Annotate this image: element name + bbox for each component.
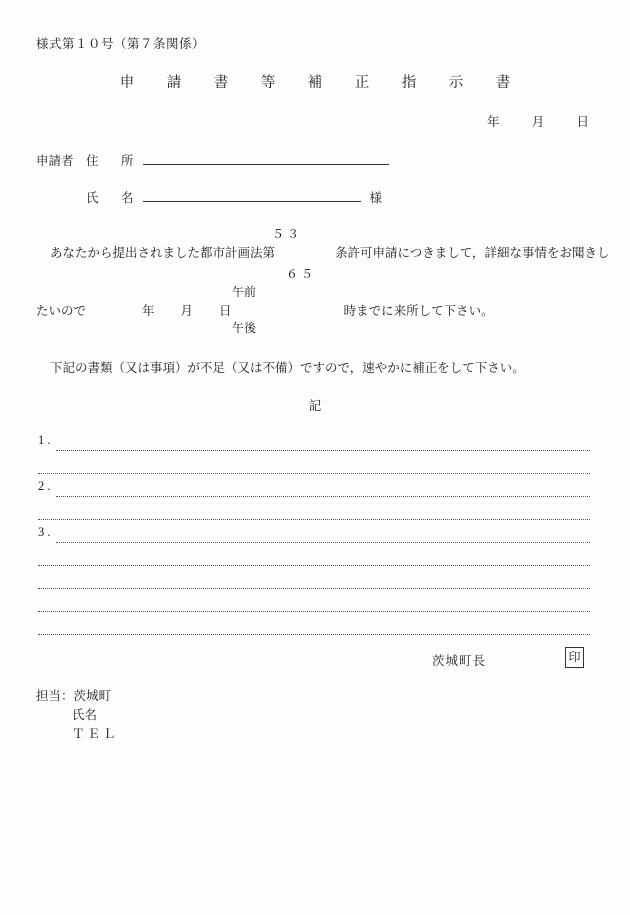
date-month-label: 月 (531, 115, 545, 129)
address-input[interactable] (143, 151, 389, 165)
entry-line-rule[interactable] (38, 611, 590, 612)
entry-line-row[interactable] (38, 524, 590, 547)
entry-line-rule[interactable] (38, 634, 590, 635)
applicant-name-row (84, 188, 382, 206)
form-code-label: 様式第１０号（第７条関係） (36, 37, 206, 51)
visit-day-label: 日 (219, 304, 232, 318)
entry-line-number: 2 . (38, 479, 51, 493)
name-label: 氏 名 (86, 191, 139, 205)
hour-number-annotation: ６５ (286, 267, 317, 281)
entry-line-rule[interactable] (38, 473, 590, 474)
contact-name-row (36, 706, 119, 725)
paragraph2-start-text: たいので (36, 304, 87, 318)
name-input[interactable] (143, 188, 361, 202)
entry-lines-area (38, 432, 590, 639)
entry-line-row[interactable] (38, 547, 590, 570)
entry-line-rule[interactable] (38, 519, 590, 520)
pm-label[interactable]: 午後 (232, 321, 257, 335)
date-day-label: 日 (576, 115, 590, 129)
entry-line-row[interactable] (38, 455, 590, 478)
page-title: 申 請 書 等 補 正 指 示 書 (119, 75, 520, 91)
entry-line-rule[interactable] (38, 565, 590, 566)
entry-line-rule[interactable] (56, 450, 590, 451)
entry-line-row[interactable] (38, 432, 590, 455)
entry-line-rule[interactable] (38, 588, 590, 589)
entry-line-row[interactable] (38, 501, 590, 524)
body-paragraph-3: 下記の書類（又は事項）が不足（又は不備）ですので，速やかに補正をして下さい。 (50, 361, 525, 375)
applicant-address-row (84, 151, 389, 169)
visit-year-label: 年 (142, 304, 155, 318)
body-paragraph-2 (36, 301, 494, 319)
contact-tel-label: ＴＥＬ (72, 727, 119, 741)
entry-line-rule[interactable] (56, 542, 590, 543)
contact-department: 担当：茨城町 (36, 689, 112, 703)
applicant-label: 申請者 (36, 154, 74, 168)
body-paragraph-1 (50, 243, 610, 261)
entry-line-number: 3 . (38, 525, 51, 539)
article-number-annotation: ５３ (272, 227, 303, 241)
entry-line-row[interactable] (38, 570, 590, 593)
contact-block (36, 687, 119, 744)
entry-line-row[interactable] (38, 478, 590, 501)
paragraph1-after-text: 条許可申請につきまして，詳細な事情をお聞きし (335, 246, 610, 260)
contact-tel-row (36, 725, 119, 744)
signer-label: 茨城町長 (432, 654, 487, 668)
visit-month-label: 月 (180, 304, 194, 318)
entry-line-row[interactable] (38, 593, 590, 616)
date-year-label: 年 (487, 115, 500, 129)
entry-line-row[interactable] (38, 616, 590, 639)
honorific-label: 様 (369, 191, 383, 205)
am-label[interactable]: 午前 (232, 285, 257, 299)
date-line (487, 112, 589, 130)
paragraph1-before-text: あなたから提出されました都市計画法第 (50, 246, 276, 260)
address-label: 住 所 (86, 154, 139, 168)
seal-stamp-box[interactable]: 印 (565, 647, 584, 668)
contact-name-label: 氏名 (72, 708, 98, 722)
entry-line-number: 1 . (38, 433, 51, 447)
paragraph2-end-text: 時までに来所して下さい。 (343, 304, 494, 318)
ki-mark: 記 (308, 399, 322, 413)
entry-line-rule[interactable] (56, 496, 590, 497)
